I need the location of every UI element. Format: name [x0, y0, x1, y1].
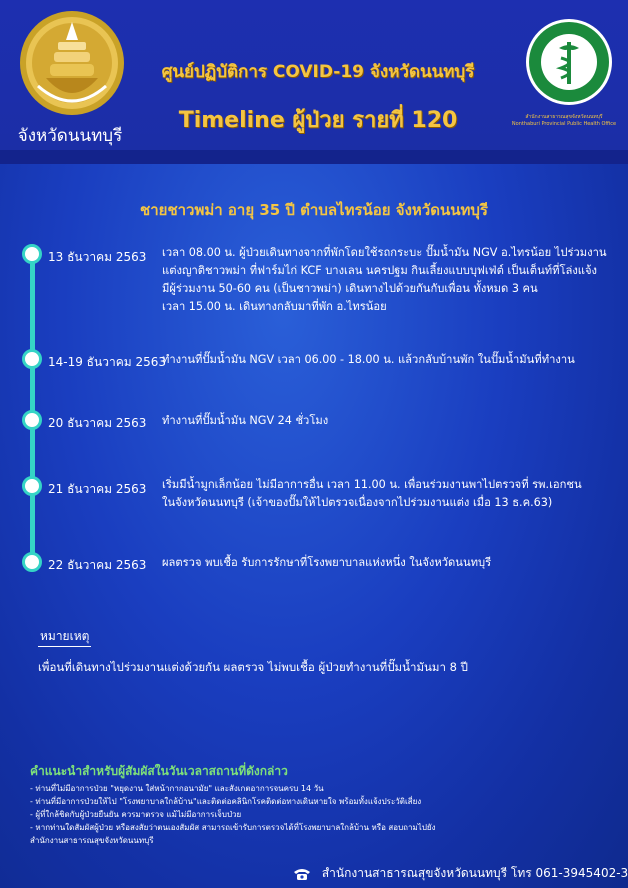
timeline-entry — [162, 554, 618, 572]
timeline-entry — [162, 244, 618, 316]
footer-contact — [292, 864, 628, 883]
moph-caption-english: Nonthaburi Provincial Public Health Office — [511, 121, 617, 127]
page-title: ศูนย์ปฏิบัติการ COVID-19 จังหวัดนนทบุรี — [161, 62, 475, 82]
note-text: เพื่อนที่เดินทางไปร่วมงานแต่งด้วยกัน ผลตรวจ ไม่พบเชื้อ ผู้ป่วยทำงานที่ปั๊มน้ำมันมา 8 ปี — [38, 660, 468, 674]
timeline-date: 13 ธันวาคม 2563 — [48, 250, 147, 264]
advice-item: สำนักงานสาธารณสุขจังหวัดนนทบุรี — [30, 836, 154, 845]
timeline-dot — [22, 476, 42, 496]
timeline-entry — [162, 351, 618, 369]
moph-caption — [500, 114, 628, 128]
timeline-entry-line: แต่งญาติชาวพม่า ที่ฟาร์มไก่ KCF บางเลน นครปฐม กินเลี้ยงแบบบุฟเฟ่ต์ เป็นเต็นท์ที่โล่งแจ้ง — [162, 264, 598, 277]
ministry-of-public-health-logo — [525, 18, 613, 106]
timeline-dot — [22, 552, 42, 572]
note-heading: หมายเหตุ — [38, 627, 91, 647]
advice-item: - ผู้ที่ใกล้ชิดกับผู้ป่วยยืนยัน ควรมาตรวจ แม้ไม่มีอาการเจ็บป่วย — [30, 810, 242, 819]
patient-subject: ชายชาวพม่า อายุ 35 ปี ตำบลไทรน้อย จังหวัดนนทบุรี — [140, 201, 488, 219]
timeline-entry-line: เริ่มมีน้ำมูกเล็กน้อย ไม่มีอาการอื่น เวลา 11.00 น. เพื่อนร่วมงานพาไปตรวจที่ รพ.เอกชน — [162, 478, 582, 491]
header-divider — [0, 150, 628, 164]
footer-contact-text: สำนักงานสาธารณสุขจังหวัดนนทบุรี โทร 061-3945402-3 — [321, 866, 628, 880]
moph-caption-thai: สำนักงานสาธารณสุขจังหวัดนนทบุรี — [525, 114, 603, 120]
timeline-entry-line: ทำงานที่ปั๊มน้ำมัน NGV เวลา 06.00 - 18.00 น. แล้วกลับบ้านพัก ในปั๊มน้ำมันที่ทำงาน — [162, 353, 575, 366]
advice-item: - ท่านที่มีอาการป่วยให้ไป "โรงพยาบาลใกล้บ้าน"และติดต่อคลินิกโรคติดต่อทางเดินหายใจ พร้อมทั้งแจ้งประวัติเสี่ยง — [30, 797, 422, 806]
timeline-entry-line: เวลา 15.00 น. เดินทางกลับมาที่พัก อ.ไทรน้อย — [162, 300, 387, 313]
timeline-entry-line: ในจังหวัดนนทบุรี (เจ้าของปั๊มให้ไปตรวจเนื่องจากไปร่วมงานแต่ง เมื่อ 13 ธ.ค.63) — [162, 496, 553, 509]
timeline-dot — [22, 410, 42, 430]
timeline-date: 22 ธันวาคม 2563 — [48, 558, 147, 572]
timeline-dot — [22, 349, 42, 369]
province-seal-logo — [18, 8, 126, 118]
timeline-entry — [162, 412, 618, 430]
timeline-entry-line: ทำงานที่ปั๊มน้ำมัน NGV 24 ชั่วโมง — [162, 414, 329, 427]
advice-item: - ท่านที่ไม่มีอาการป่วย "หยุดงาน ใส่หน้ากากอนามัย" และสังเกตอาการจนครบ 14 วัน — [30, 784, 324, 793]
timeline-date: 21 ธันวาคม 2563 — [48, 482, 147, 496]
timeline-entry — [162, 476, 618, 512]
advice-list — [30, 782, 590, 847]
page-subtitle: Timeline ผู้ป่วย รายที่ 120 — [178, 108, 458, 133]
timeline-entry-line: มีผู้ร่วมงาน 50-60 คน (เป็นชาวพม่า) เดินทางไปด้วยกันกับเพื่อน ทั้งหมด 3 คน — [162, 282, 538, 295]
advice-heading: คำแนะนำสำหรับผู้สัมผัสในวันเวลาสถานที่ดังกล่าว — [30, 764, 288, 778]
timeline-line — [30, 252, 35, 564]
province-name: จังหวัดนนทบุรี — [17, 126, 123, 146]
advice-item: - หากท่านใดสัมผัสผู้ป่วย หรือสงสัยว่าตนเองสัมผัส สามารถเข้ารับการตรวจได้ที่โรงพยาบาลใกล้บ้าน หรือ สอบถามไปยัง — [30, 823, 436, 832]
timeline-date: 20 ธันวาคม 2563 — [48, 416, 147, 430]
timeline-dot — [22, 244, 42, 264]
phone-icon — [292, 867, 312, 881]
timeline-entry-line: ผลตรวจ พบเชื้อ รับการรักษาที่โรงพยาบาลแห่งหนึ่ง ในจังหวัดนนทบุรี — [162, 556, 492, 569]
timeline-date: 14-19 ธันวาคม 2563 — [48, 355, 166, 369]
timeline-entry-line: เวลา 08.00 น. ผู้ป่วยเดินทางจากที่พักโดยใช้รถกระบะ ปั๊มน้ำมัน NGV อ.ไทรน้อย ไปร่วมงาน — [162, 246, 607, 259]
